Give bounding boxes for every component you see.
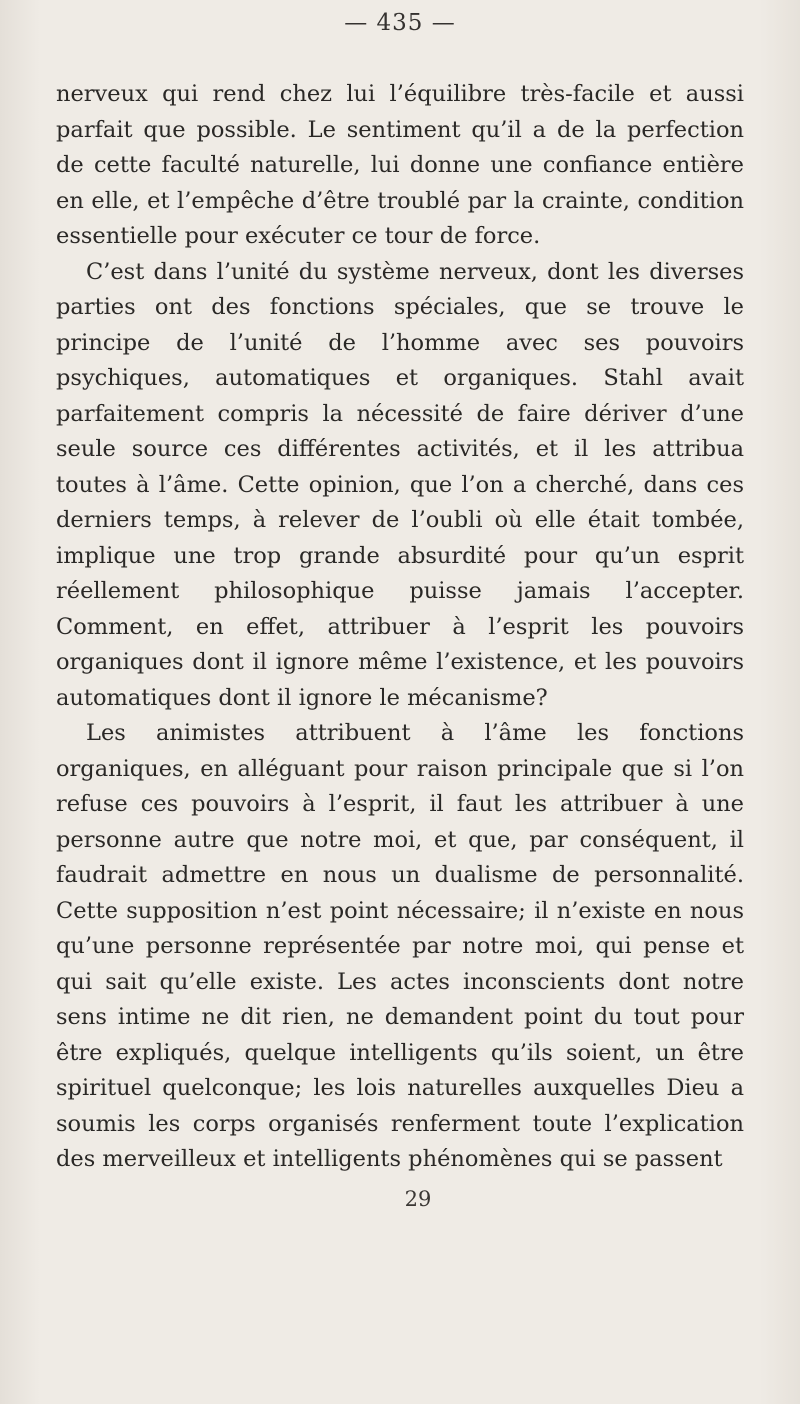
paragraph-2: C’est dans l’unité du système nerveux, dont les diverses parties ont des fonctions spéciales, que se trouve le principe de l’unité de l’homme avec ses pouvoirs psychiques, automatiques et organiques. Stahl avait parfaitement compris la nécessité de faire dériver d’une seule source ces différentes activités, et il les attribua toutes à l’âme. Cette opinion, que l’on a cherché, dans ces derniers temps, à relever de l’oubli où elle était tombée, implique une trop grande absurdité pour qu’un esprit réellement philosophique puisse jamais l’accepter. Comment, en effet, attribuer à l’esprit les pouvoirs organiques dont il ignore même l’existence, et les pouvoirs automatiques dont il ignore le mécanisme? [56,258,744,711]
paragraph-3: Les animistes attribuent à l’âme les fonctions organiques, en alléguant pour raison principale que si l’on refuse ces pouvoirs à l’esprit, il faut les attribuer à une personne autre que notre moi, et que, par conséquent, il faudrait admettre en nous un dualisme de personnalité. Cette supposition n’est point nécessaire; il n’existe en nous qu’une personne représentée par notre moi, qui pense et qui sait qu’elle existe. Les actes inconscients dont notre sens intime ne dit rien, ne demandent point du tout pour être expliqués, quelque intelligents qu’ils soient, un être spirituel quelconque; les lois naturelles auxquelles Dieu a soumis les corps organisés renferment toute l’explication des merveilleux et intelligents phénomènes qui se passent [56,720,744,1172]
signature-mark: 29 [404,1187,432,1211]
page-body [56,77,744,1178]
signature-mark-container [0,1187,800,1211]
paragraph-1: nerveux qui rend chez lui l’équilibre très-facile et aussi parfait que possible. Le sentiment qu’il a de la perfection de cette faculté naturelle, lui donne une confiance entière en elle, et l’empêche d’être troublé par la crainte, condition essentielle pour exécuter ce tour de force. [56,81,744,249]
page-number-header: — 435 — [344,10,456,36]
